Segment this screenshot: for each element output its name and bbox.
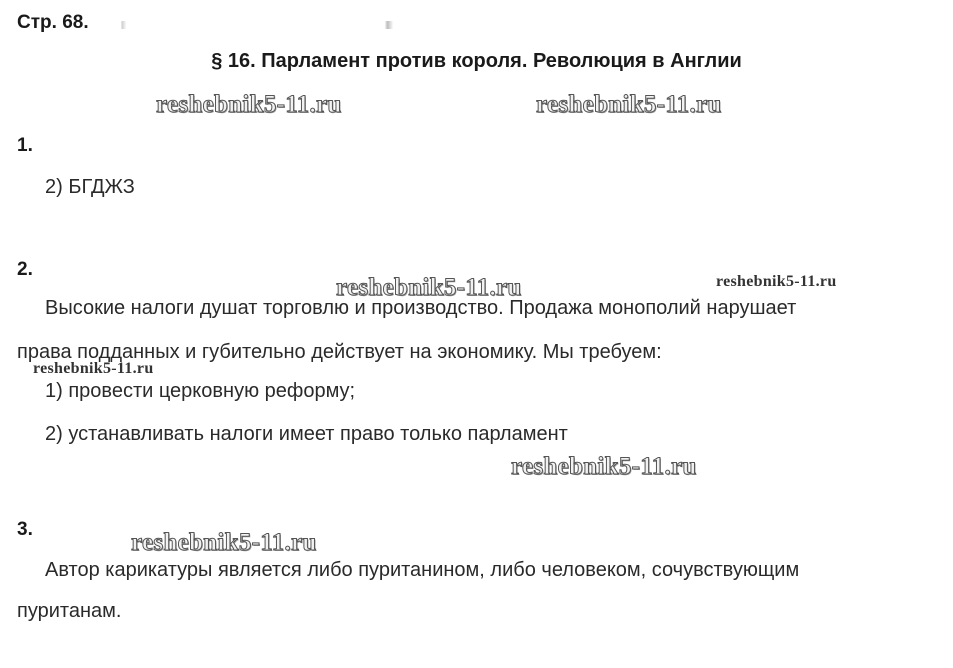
watermark: reshebnik5-11.ru	[33, 360, 154, 377]
answer-line: права подданных и губительно действует на экономику. Мы требуем:	[17, 341, 662, 363]
question-number: 3.	[17, 519, 33, 540]
answer-line: 1) провести церковную реформу;	[45, 380, 356, 402]
watermark: reshebnik5-11.ru	[716, 273, 837, 290]
watermark: reshebnik5-11.ru	[156, 91, 342, 118]
question-number: 1.	[17, 135, 33, 156]
watermark: reshebnik5-11.ru	[336, 274, 522, 301]
answer-line: 2) БГДЖЗ	[45, 176, 135, 198]
answer-line: Автор карикатуры является либо пуританином, либо человеком, сочувствующим	[45, 559, 800, 581]
answer-line: 2) устанавливать налоги имеет право только парламент	[45, 423, 568, 445]
watermark: reshebnik5-11.ru	[131, 529, 317, 556]
question-number: 2.	[17, 259, 33, 280]
answer-line: пуританам.	[17, 600, 122, 622]
section-title: § 16. Парламент против короля. Революция в Англии	[211, 50, 742, 72]
watermark: reshebnik5-11.ru	[511, 453, 697, 480]
answer-line: Высокие налоги душат торговлю и производство. Продажа монополий нарушает	[45, 297, 797, 319]
page-reference: Стр. 68.	[17, 12, 89, 33]
watermark: reshebnik5-11.ru	[536, 91, 722, 118]
redacted-heading-fragment	[112, 21, 402, 29]
